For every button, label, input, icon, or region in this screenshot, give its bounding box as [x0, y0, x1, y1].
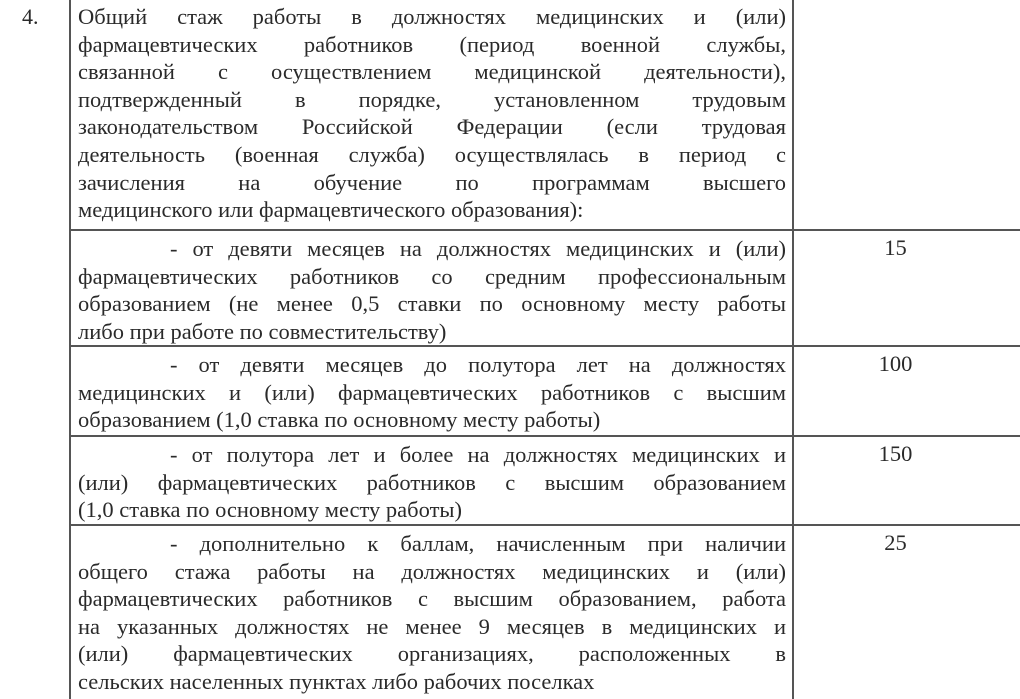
row-3-description: [78, 351, 786, 434]
text-line: связанной с осуществлением медицинской деятельности),: [78, 59, 786, 85]
row-3-score: 100: [878, 351, 913, 376]
row-2-score: 15: [884, 235, 907, 260]
row-divider: [69, 229, 1020, 231]
text-line: Общий стаж работы в должностях медицинских и (или): [78, 4, 786, 29]
text-line: - от девяти месяцев на должностях медицинских и (или): [170, 236, 786, 261]
text-line: медицинского или фармацевтического образования):: [78, 197, 584, 223]
row-divider: [69, 435, 1020, 437]
text-line: деятельность (военная служба) осуществлялась в период с: [78, 141, 786, 167]
text-line: - от девяти месяцев до полутора лет на должностях: [170, 352, 786, 377]
text-line: фармацевтических работников со средним профессиональным: [78, 263, 786, 289]
text-line: образованием (не менее 0,5 ставки по основному месту работы: [78, 291, 786, 317]
row-divider: [69, 524, 1020, 526]
text-line: общего стажа работы на должностях медицинских и (или): [78, 558, 786, 584]
table-border-middle: [792, 0, 794, 699]
text-line: (или) фармацевтических работников с высшим образованием: [78, 469, 786, 495]
table-border-left: [69, 0, 71, 699]
row-5-description: [78, 530, 786, 696]
text-line: подтвержденный в порядке, установленном трудовым: [78, 86, 786, 112]
row-4-description: [78, 441, 786, 524]
text-line: (1,0 ставка по основному месту работы): [78, 497, 463, 523]
item-number: 4.: [22, 4, 39, 29]
row-4-score: 150: [878, 441, 913, 466]
text-line: - дополнительно к баллам, начисленным при наличии: [170, 531, 786, 556]
text-line: либо при работе по совместительству): [78, 318, 447, 344]
row-2-description: [78, 235, 786, 345]
row-1-description: [78, 3, 786, 224]
text-line: - от полутора лет и более на должностях медицинских и: [170, 442, 786, 467]
text-line: образованием (1,0 ставка по основному месту работы): [78, 407, 601, 433]
text-line: фармацевтических работников (период военной службы,: [78, 31, 786, 57]
text-line: медицинских и (или) фармацевтических работников с высшим: [78, 379, 786, 405]
text-line: законодательством Российской Федерации (если трудовая: [78, 114, 786, 140]
row-5-score: 25: [884, 530, 907, 555]
text-line: сельских населенных пунктах либо рабочих поселках: [78, 668, 595, 694]
text-line: на указанных должностях не менее 9 месяцев в медицинских и: [78, 613, 786, 639]
text-line: фармацевтических работников с высшим образованием, работа: [78, 586, 786, 612]
text-line: зачисления на обучение по программам высшего: [78, 169, 786, 195]
text-line: (или) фармацевтических организациях, расположенных в: [78, 641, 786, 667]
